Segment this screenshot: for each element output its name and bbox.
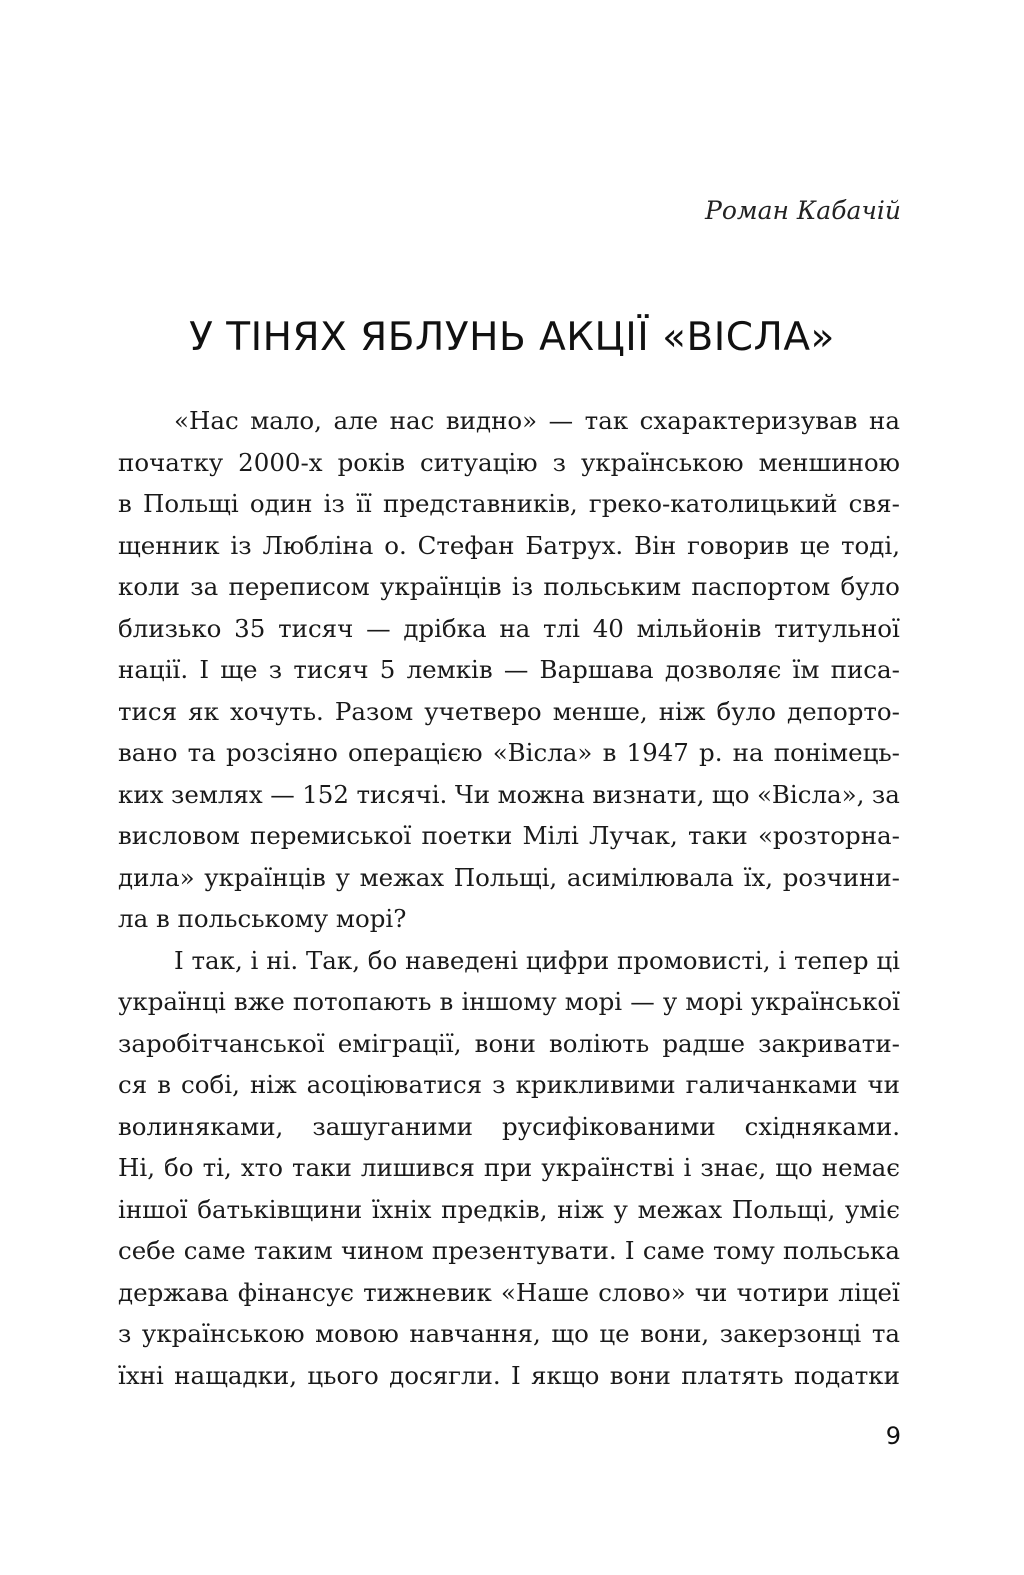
word: «Вісла»	[492, 738, 593, 767]
word: їм	[792, 655, 820, 684]
text-line	[118, 1313, 900, 1355]
word: 2000-х	[238, 447, 323, 477]
word: заробітчанської	[118, 1028, 325, 1058]
word: закривати-	[758, 1028, 900, 1058]
word: межах	[637, 1194, 723, 1224]
page-number: 9	[885, 1422, 901, 1450]
word: на	[868, 406, 900, 435]
word: щенник	[118, 530, 220, 560]
word: українців	[380, 572, 502, 601]
word: 152	[302, 779, 349, 809]
word: із	[230, 530, 252, 560]
word: визнати,	[592, 779, 705, 809]
text-line	[118, 732, 900, 774]
word: видно»	[445, 406, 538, 435]
word: батьківщини	[197, 1194, 363, 1224]
word: з	[492, 1070, 506, 1099]
word: наведені	[405, 945, 519, 975]
text-line	[118, 1023, 900, 1065]
word: що	[711, 779, 750, 809]
word: і	[683, 1153, 692, 1182]
word: ніж	[557, 1194, 604, 1224]
word: якщо	[531, 1360, 600, 1390]
text-line	[118, 525, 900, 567]
word: у	[662, 987, 678, 1016]
word: поетки	[421, 821, 513, 850]
word: нації.	[118, 655, 189, 684]
word: І	[511, 1360, 521, 1390]
word: навчання,	[409, 1319, 541, 1348]
word: саме	[642, 1236, 705, 1265]
word: ті,	[202, 1153, 232, 1182]
word: ніж	[249, 1070, 297, 1099]
word: крикливими	[515, 1070, 676, 1099]
word: греко-католицький	[588, 489, 838, 518]
word: закерзонці	[719, 1319, 862, 1348]
word: вони,	[640, 1319, 710, 1348]
word: української	[750, 987, 900, 1016]
word: презентувати.	[431, 1236, 617, 1265]
word: зашуганими	[312, 1111, 473, 1141]
word: фінансує	[237, 1277, 355, 1307]
text-line	[118, 608, 900, 650]
word: іншої	[118, 1194, 188, 1224]
word: тижневик	[363, 1277, 492, 1307]
word: Польщі,	[731, 1194, 836, 1224]
word: Чи	[454, 779, 491, 809]
word: ще	[220, 655, 258, 684]
word: із	[323, 489, 345, 518]
word: таким	[253, 1236, 333, 1265]
word: тисяч	[293, 655, 369, 684]
word: Батрух.	[525, 530, 624, 560]
word: у	[613, 1194, 628, 1224]
word: на	[499, 613, 531, 643]
word: еміграції,	[337, 1028, 462, 1058]
word: воліють	[549, 1028, 650, 1058]
word: —	[270, 779, 295, 809]
word: «Наше	[500, 1277, 590, 1307]
word: можна	[497, 779, 585, 809]
word: нащадки,	[174, 1360, 298, 1390]
text-line	[118, 981, 900, 1023]
word: це	[599, 1319, 630, 1348]
word: р.	[699, 738, 723, 767]
text-line	[118, 400, 900, 442]
word: в	[118, 489, 132, 518]
word: і	[250, 945, 259, 975]
word: бо	[367, 945, 398, 975]
word: було	[716, 696, 776, 726]
word: радше	[662, 1028, 745, 1058]
word: нас	[389, 406, 435, 435]
word: схарактеризував	[639, 406, 858, 435]
word: —	[503, 655, 529, 684]
word: чи	[694, 1277, 728, 1307]
word: 5	[379, 655, 396, 684]
word: їх,	[743, 862, 774, 892]
word: тому	[712, 1236, 775, 1265]
word: учетверо	[424, 696, 542, 726]
word: мільйонів	[636, 613, 762, 643]
text-line	[118, 566, 900, 608]
word: немає	[821, 1153, 900, 1182]
word: предків,	[441, 1194, 548, 1224]
word: податки	[793, 1360, 900, 1390]
word: переписом	[228, 572, 370, 601]
word: років	[337, 447, 405, 477]
word: «Нас	[174, 406, 239, 435]
word: тисячі.	[356, 779, 448, 809]
word: українці	[118, 987, 226, 1016]
word: українстві	[541, 1153, 675, 1182]
word: один	[249, 489, 313, 518]
text-line	[118, 1189, 900, 1231]
word: І	[624, 1236, 635, 1265]
text-line	[118, 691, 900, 733]
word: писа-	[830, 655, 900, 684]
word: близько	[118, 613, 222, 643]
word: в	[157, 1070, 172, 1099]
word: тоді,	[840, 530, 900, 560]
word: в	[439, 987, 454, 1016]
word: цього	[307, 1360, 379, 1390]
word: —	[630, 987, 655, 1016]
word: меншиною	[758, 447, 900, 477]
word: саме	[183, 1236, 246, 1265]
word: але	[333, 406, 379, 435]
word: мовою	[315, 1319, 399, 1348]
word: було	[840, 572, 900, 601]
text-line	[118, 1147, 900, 1189]
text-line	[118, 1106, 900, 1148]
word: ких	[118, 779, 164, 809]
text-line	[118, 483, 900, 525]
word: русифікованими	[501, 1111, 716, 1141]
word: потопають	[292, 987, 432, 1016]
word: дозволяє	[664, 655, 782, 684]
word: східняками.	[744, 1111, 900, 1141]
word: перемиської	[249, 821, 412, 850]
word: вони	[474, 1028, 536, 1058]
text-line	[118, 649, 900, 691]
word: чи	[867, 1070, 900, 1099]
word: вони	[609, 1360, 671, 1390]
word: розчини-	[782, 862, 900, 892]
word: асоціюватися	[306, 1070, 483, 1099]
body-text	[118, 400, 900, 1396]
word: коли	[118, 572, 180, 601]
word: Він	[634, 530, 677, 560]
word: розсіяно	[225, 738, 338, 767]
word: їхніх	[371, 1194, 432, 1224]
word: з	[268, 655, 283, 684]
word: іншому	[461, 987, 557, 1016]
word: початку	[118, 447, 224, 477]
word: —	[366, 613, 391, 643]
word: І	[174, 945, 184, 975]
word: її	[356, 489, 372, 518]
word: тися	[118, 696, 178, 726]
word: собі,	[181, 1070, 240, 1099]
word: вже	[233, 987, 285, 1016]
word: промовисті,	[616, 945, 771, 975]
word: українською	[141, 1319, 305, 1348]
word: тисяч	[278, 613, 354, 643]
word: лемків	[406, 655, 493, 684]
word: ситуацію	[420, 447, 538, 477]
word: знає,	[700, 1153, 767, 1182]
word: дила»	[118, 862, 195, 892]
word: українців	[204, 862, 326, 892]
word: слово»	[598, 1277, 686, 1307]
word: паспортом	[691, 572, 831, 601]
word: землях	[170, 779, 263, 809]
word: їхні	[118, 1360, 164, 1390]
word: за	[871, 779, 900, 809]
word: морі	[564, 987, 623, 1016]
word: асимілювала	[566, 862, 734, 892]
word: 35	[234, 613, 266, 643]
word: досягли.	[389, 1360, 501, 1390]
word: Разом	[334, 696, 414, 726]
word: Лучак,	[588, 821, 678, 850]
word: І	[199, 655, 210, 684]
word: лишився	[360, 1153, 475, 1182]
word: платять	[681, 1360, 784, 1390]
word: це	[799, 530, 831, 560]
word: і	[778, 945, 787, 975]
word: ліцеї	[838, 1277, 900, 1307]
word: хто	[240, 1153, 283, 1182]
word: Польщі,	[453, 862, 558, 892]
word: морі	[685, 987, 743, 1016]
word: тепер	[794, 945, 869, 975]
word: менше,	[552, 696, 648, 726]
word: 40	[592, 613, 624, 643]
text-line: ла в польському морі?	[118, 904, 407, 933]
text-line	[118, 1064, 900, 1106]
word: цифри	[525, 945, 610, 975]
word: та	[187, 738, 216, 767]
word: «Вісла»,	[756, 779, 865, 809]
word: та	[871, 1319, 900, 1348]
word: як	[188, 696, 219, 726]
text-line	[118, 940, 900, 982]
word: «розторна-	[757, 821, 900, 850]
word: —	[548, 406, 574, 435]
word: хочуть.	[229, 696, 324, 726]
word: мало,	[250, 406, 322, 435]
word: бо	[164, 1153, 194, 1182]
word: 1947	[626, 738, 689, 767]
word: ніж	[658, 696, 706, 726]
word: титульної	[774, 613, 900, 643]
word: таки	[292, 1153, 352, 1182]
word: українською	[580, 447, 744, 477]
word: Польщі	[143, 489, 239, 518]
word: держава	[118, 1277, 229, 1307]
word: з	[552, 447, 566, 477]
word: Варшава	[539, 655, 654, 684]
word: галичанками	[685, 1070, 858, 1099]
word: з	[118, 1319, 132, 1348]
word: так,	[191, 945, 243, 975]
word: ці	[876, 945, 900, 975]
word: уміє	[844, 1194, 900, 1224]
word: представників,	[382, 489, 578, 518]
word: свя-	[848, 489, 900, 518]
word: ся	[118, 1070, 148, 1099]
word: Ні,	[118, 1153, 155, 1182]
word: за	[190, 572, 219, 601]
word: Стефан	[417, 530, 515, 560]
word: вано	[118, 738, 178, 767]
word: у	[335, 862, 350, 892]
text-line	[118, 1230, 900, 1272]
word: чотири	[736, 1277, 830, 1307]
text-line	[118, 815, 900, 857]
word: операцією	[348, 738, 483, 767]
text-line	[118, 442, 900, 484]
word: висловом	[118, 821, 240, 850]
text-line	[118, 1272, 900, 1314]
word: ні.	[266, 945, 299, 975]
word: Так,	[305, 945, 360, 975]
word: польським	[543, 572, 682, 601]
word: волиняками,	[118, 1111, 284, 1141]
word: польська	[783, 1236, 900, 1265]
text-line	[118, 1355, 900, 1397]
word: таки	[687, 821, 748, 850]
word: депорто-	[787, 696, 900, 726]
word: так	[584, 406, 629, 435]
author-name: Роман Кабачій	[705, 196, 901, 225]
word: дрібка	[403, 613, 487, 643]
word: Любліна	[262, 530, 374, 560]
word: Мілі	[522, 821, 579, 850]
word: що	[551, 1319, 589, 1348]
word: тлі	[543, 613, 580, 643]
word: о.	[384, 530, 407, 560]
word: при	[483, 1153, 533, 1182]
chapter-title: У ТІНЯХ ЯБЛУНЬ АКЦІЇ «ВІСЛА»	[189, 315, 835, 360]
word: межах	[359, 862, 445, 892]
word: в	[602, 738, 617, 767]
word: що	[775, 1153, 813, 1182]
text-line	[118, 857, 900, 899]
word: із	[511, 572, 534, 601]
word: себе	[118, 1236, 176, 1265]
word: чином	[340, 1236, 424, 1265]
word: на	[732, 738, 764, 767]
word: говорив	[687, 530, 790, 560]
word: понімець-	[773, 738, 900, 767]
text-line	[118, 774, 900, 816]
